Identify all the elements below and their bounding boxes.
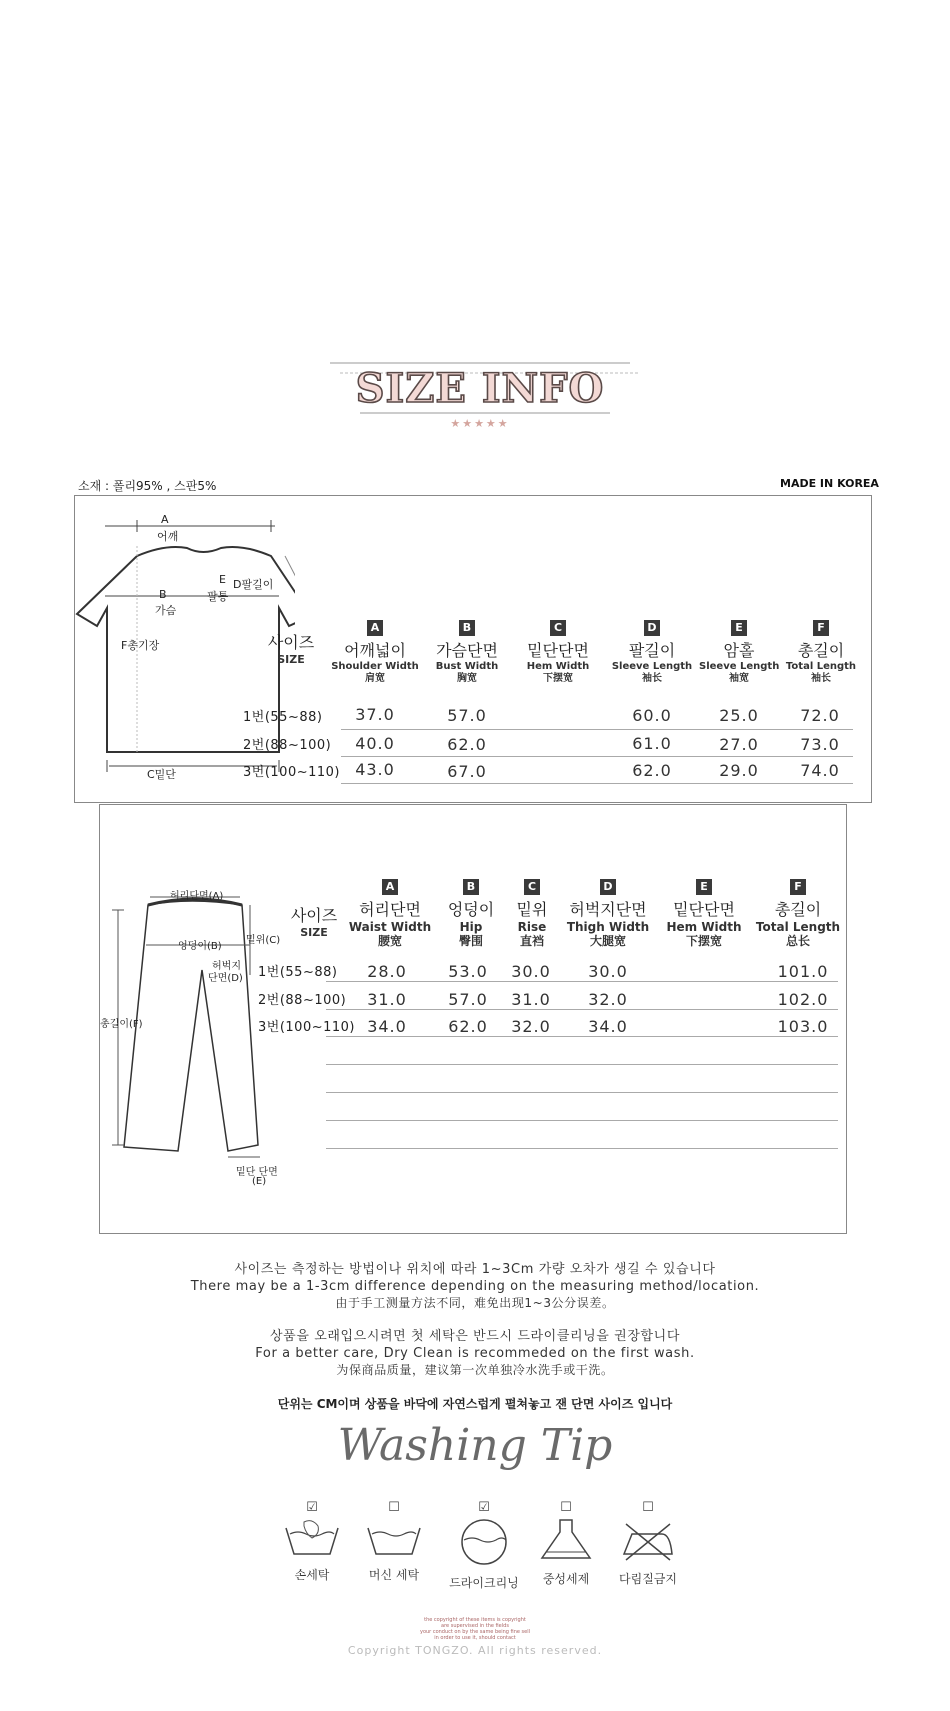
label-b: B: [159, 588, 167, 601]
dry-clean-icon: [454, 1518, 514, 1566]
table-cell: 30.0: [588, 962, 628, 981]
table-cell: 25.0: [719, 706, 759, 725]
row-divider: [341, 756, 853, 757]
table-cell: 30.0: [511, 962, 551, 981]
column-cn: 袖长: [811, 673, 831, 684]
column-letter: B: [463, 879, 479, 895]
row-label: 2번(88~100): [258, 993, 347, 1008]
column-header: [515, 616, 601, 685]
table-cell: 61.0: [632, 734, 672, 753]
column-ko: 총길이: [774, 900, 822, 919]
column-letter: E: [731, 620, 747, 636]
checkbox-checked-icon: ☑: [306, 1500, 318, 1515]
column-ko: 어깨넓이: [344, 641, 406, 660]
care-note-en: For a better care, Dry Clean is recommeded on the first wash.: [255, 1346, 695, 1361]
column-header: [783, 616, 859, 685]
label-e: E: [219, 573, 226, 586]
checkbox-icon: ☐: [388, 1500, 400, 1515]
fine-print: are supervised in the fields: [441, 1623, 509, 1629]
column-en: Rise: [517, 920, 547, 934]
top-size-table: [74, 495, 872, 803]
column-ko: 허벅지단면: [569, 900, 647, 919]
column-letter: C: [550, 620, 566, 636]
column-ko: 허리단면: [359, 900, 421, 919]
column-cn: 胸宽: [457, 673, 477, 684]
wash-item-hand-wash: [272, 1500, 352, 1583]
column-cn: 腰宽: [377, 934, 402, 948]
row-divider: [326, 981, 838, 982]
column-letter: C: [524, 879, 540, 895]
column-cn: 肩宽: [365, 673, 385, 684]
row-divider: [326, 1148, 838, 1149]
column-en: Bust Width: [435, 661, 499, 672]
label-e-sleeve: 팔통: [207, 590, 229, 603]
label-b-bust: 가슴: [155, 604, 177, 617]
label-f-total-length: F총기장: [121, 639, 160, 652]
column-ko: 가슴단면: [436, 641, 498, 660]
row-divider: [326, 1009, 838, 1010]
checkbox-icon: ☐: [642, 1500, 654, 1515]
table-cell: 34.0: [367, 1017, 407, 1036]
column-en: Hip: [459, 920, 483, 934]
row-label: 2번(88~100): [243, 738, 332, 753]
size-header: [261, 630, 321, 666]
no-iron-icon: [618, 1518, 678, 1562]
table-cell: 102.0: [777, 990, 829, 1009]
column-letter: A: [382, 879, 398, 895]
label-waist: 허리단면(A): [170, 891, 224, 902]
care-note-ko: 상품을 오래입으시려면 첫 세탁은 반드시 드라이클리닝을 권장합니다: [270, 1329, 680, 1344]
row-label: 1번(55~88): [258, 965, 338, 980]
material-text: 소재 : 폴리95% , 스판5%: [78, 479, 217, 493]
table-cell: 74.0: [800, 761, 840, 780]
unit-note: 단위는 CM이며 상품을 바닥에 자연스럽게 펼쳐놓고 잰 단면 사이즈 입니다: [277, 1397, 673, 1411]
row-divider: [341, 783, 853, 784]
column-header: [346, 875, 434, 948]
wash-item-machine-wash: [354, 1500, 434, 1583]
column-en: Total Length: [785, 661, 857, 672]
column-letter: D: [644, 620, 660, 636]
table-cell: 67.0: [447, 762, 487, 781]
label-a: A: [161, 513, 169, 526]
wash-item-no-iron: [608, 1500, 688, 1587]
column-cn: 大腿宽: [589, 934, 626, 948]
table-cell: 72.0: [800, 706, 840, 725]
row-label: 3번(100~110): [243, 765, 340, 780]
column-ko: 엉덩이: [447, 900, 495, 919]
table-cell: 31.0: [511, 990, 551, 1009]
wash-label: 다림질금지: [619, 1572, 677, 1586]
column-ko: 팔길이: [628, 641, 676, 660]
table-cell: 62.0: [447, 735, 487, 754]
page-title: SIZE INFO: [355, 365, 605, 412]
size-header-ko: 사이즈: [267, 633, 315, 652]
column-ko: 밑위: [516, 900, 548, 919]
checkbox-checked-icon: ☑: [478, 1500, 490, 1515]
label-hem-2: (E): [252, 1176, 267, 1187]
column-ko: 밑단단면: [673, 900, 735, 919]
label-hip: 엉덩이(B): [178, 941, 222, 952]
row-divider: [326, 1120, 838, 1121]
size-note-cn: 由于手工测量方法不同，难免出现1~3公分误差。: [335, 1296, 615, 1310]
table-cell: 32.0: [588, 990, 628, 1009]
column-header: [699, 616, 779, 685]
table-cell: 103.0: [777, 1017, 829, 1036]
pants-diagram: [100, 805, 300, 1165]
column-header: [609, 616, 695, 685]
table-cell: 57.0: [448, 990, 488, 1009]
column-en: Hem Width: [666, 920, 742, 934]
column-cn: 袖宽: [729, 673, 749, 684]
table-cell: 28.0: [367, 962, 407, 981]
size-header-en: SIZE: [300, 926, 328, 939]
column-en: Sleeve Length: [611, 661, 693, 672]
column-cn: 直裆: [519, 934, 544, 948]
table-cell: 53.0: [448, 962, 488, 981]
column-letter: B: [459, 620, 475, 636]
column-letter: F: [813, 620, 829, 636]
column-cn: 下摆宽: [685, 934, 722, 948]
fine-print: in order to use it, should contact: [434, 1635, 516, 1641]
fine-print: the copyright of these items is copyright: [424, 1617, 526, 1623]
table-cell: 43.0: [355, 760, 395, 779]
label-rise: 밑위(C): [246, 935, 281, 946]
column-cn: 总长: [785, 934, 810, 948]
column-header: [750, 875, 846, 948]
column-letter: A: [367, 620, 383, 636]
row-divider: [326, 1036, 838, 1037]
size-info-title-block: [320, 355, 640, 445]
wash-label: 드라이크리닝: [449, 1576, 519, 1590]
row-divider: [326, 1064, 838, 1065]
hand-wash-icon: [282, 1518, 342, 1558]
table-cell: 62.0: [632, 761, 672, 780]
table-cell: 31.0: [367, 990, 407, 1009]
label-hem-1: 밑단 단면: [236, 1167, 278, 1178]
checkbox-icon: ☐: [560, 1500, 572, 1515]
row-divider: [326, 1092, 838, 1093]
wash-label: 중성세제: [542, 1572, 590, 1586]
table-cell: 73.0: [800, 735, 840, 754]
wash-label: 손세탁: [294, 1568, 330, 1582]
column-header: [425, 616, 509, 685]
size-header: [284, 903, 344, 939]
label-thigh-1: 허벅지: [212, 961, 241, 972]
column-header: [560, 875, 656, 948]
column-cn: 臀围: [458, 934, 483, 948]
table-cell: 40.0: [355, 734, 395, 753]
table-cell: 62.0: [448, 1017, 488, 1036]
label-thigh-2: 단면(D): [208, 973, 243, 984]
column-cn: 下摆宽: [543, 673, 573, 684]
table-cell: 32.0: [511, 1017, 551, 1036]
table-cell: 37.0: [355, 705, 395, 724]
column-cn: 袖长: [642, 673, 662, 684]
column-header: [327, 616, 423, 685]
column-header: [436, 875, 506, 948]
neutral-detergent-icon: [536, 1518, 596, 1562]
label-a-shoulder: 어깨: [157, 530, 179, 543]
column-letter: F: [790, 879, 806, 895]
row-label: 1번(55~88): [243, 710, 323, 725]
size-header-en: SIZE: [277, 653, 305, 666]
column-en: Waist Width: [348, 920, 432, 934]
wash-item-neutral-detergent: [526, 1500, 606, 1587]
row-label: 3번(100~110): [258, 1020, 355, 1035]
column-ko: 암홀: [723, 641, 755, 660]
size-header-ko: 사이즈: [290, 906, 338, 925]
table-cell: 101.0: [777, 962, 829, 981]
column-en: Hem Width: [526, 661, 590, 672]
column-ko: 총길이: [797, 641, 845, 660]
fine-print: your conduct on by the same being fine sell: [419, 1629, 530, 1635]
wash-item-dry-clean: [444, 1500, 524, 1591]
column-en: Sleeve Length: [699, 661, 780, 672]
table-cell: 29.0: [719, 761, 759, 780]
size-note-en: There may be a 1-3cm difference depending on the measuring method/location.: [190, 1279, 760, 1294]
column-letter: D: [600, 879, 616, 895]
wash-label: 머신 세탁: [368, 1568, 420, 1582]
label-c-hem: C밑단: [147, 768, 176, 781]
column-en: Thigh Width: [566, 920, 650, 934]
column-header: [660, 875, 748, 948]
column-en: Shoulder Width: [331, 661, 419, 672]
star-rating: ★★★★★: [450, 417, 510, 430]
machine-wash-icon: [364, 1518, 424, 1558]
table-cell: 57.0: [447, 706, 487, 725]
washing-tip-title: Washing Tip: [337, 1420, 613, 1471]
label-d-sleeve-length: D팔길이: [233, 578, 274, 591]
column-en: Total Length: [755, 920, 841, 934]
table-cell: 27.0: [719, 735, 759, 754]
table-cell: 34.0: [588, 1017, 628, 1036]
size-note-ko: 사이즈는 측정하는 방법이나 위치에 따라 1~3Cm 가량 오차가 생길 수 있습니다: [234, 1262, 716, 1277]
row-divider: [341, 729, 853, 730]
table-cell: 60.0: [632, 706, 672, 725]
column-letter: E: [696, 879, 712, 895]
care-note-cn: 为保商品质量，建议第一次单独冷水洗手或干洗。: [336, 1363, 614, 1377]
copyright-text: Copyright TONGZO. All rights reserved.: [347, 1644, 603, 1657]
origin-text: MADE IN KOREA: [780, 477, 879, 490]
column-header: [504, 875, 560, 948]
column-ko: 밑단단면: [527, 641, 589, 660]
bottom-size-table: [99, 804, 847, 1234]
label-total: 총길이(F): [100, 1019, 143, 1030]
